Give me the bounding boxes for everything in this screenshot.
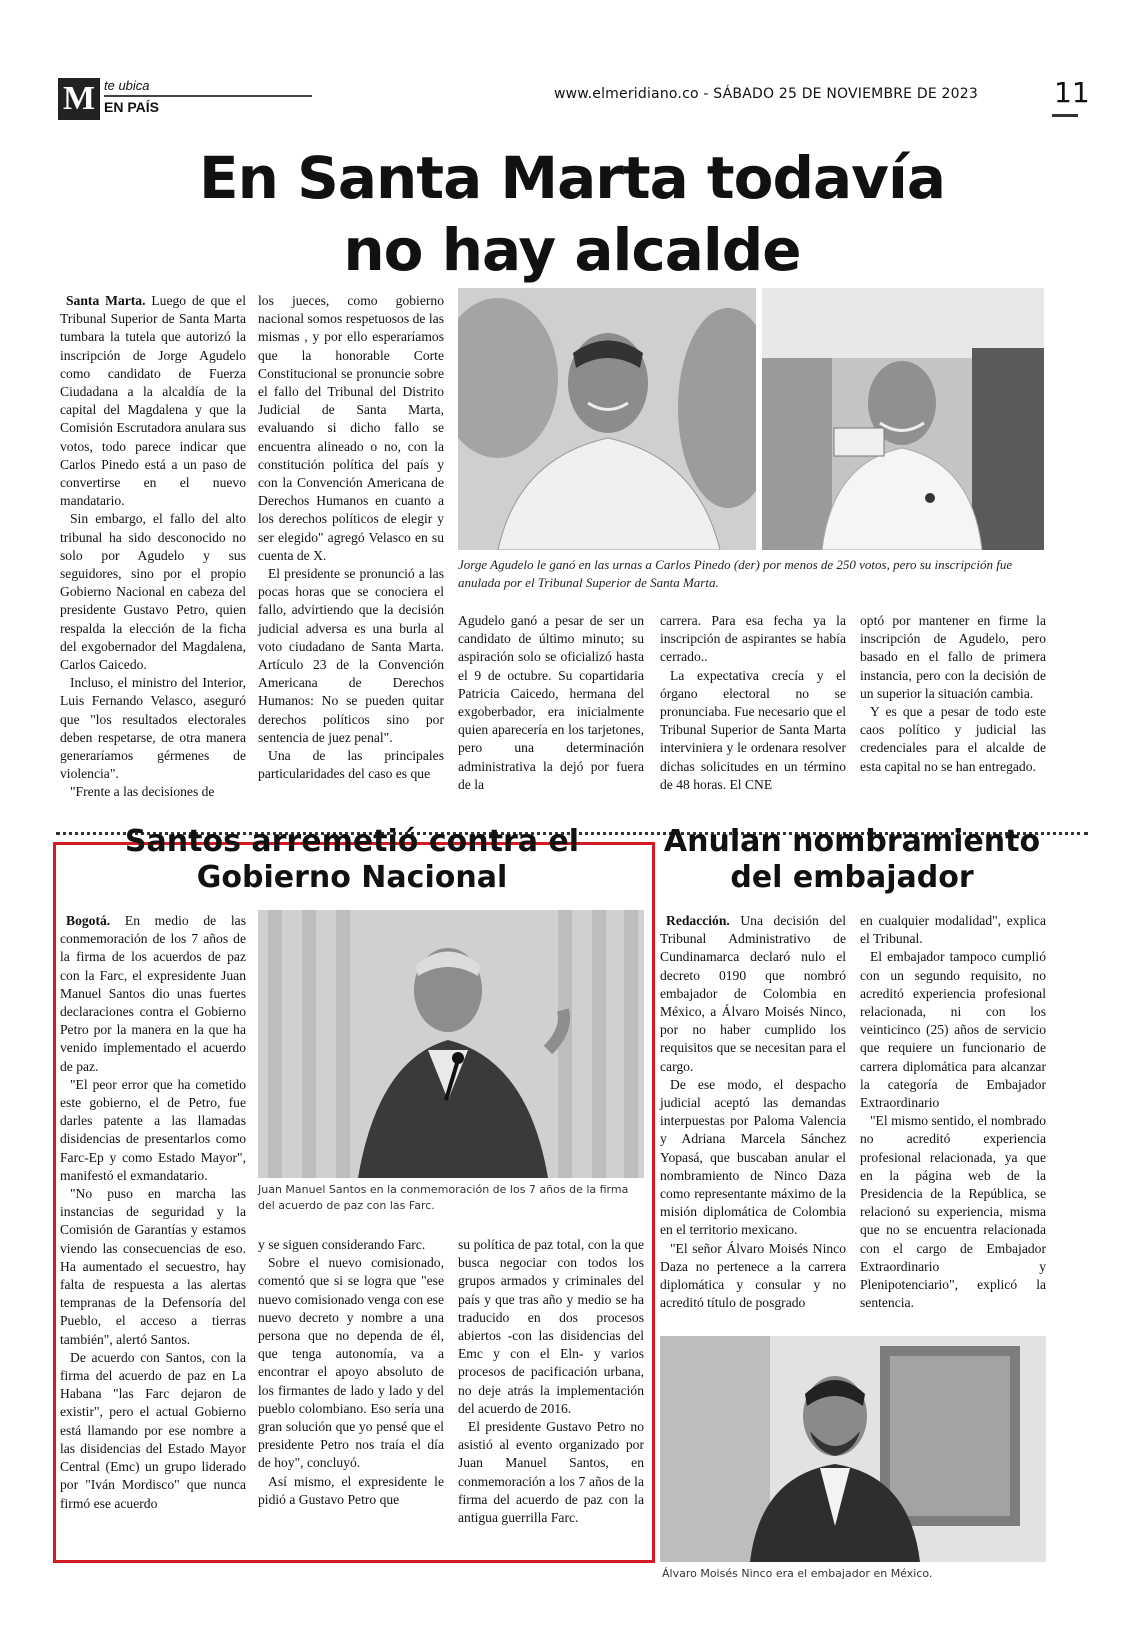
ninco-photo-caption: Álvaro Moisés Ninco era el embajador en México. <box>662 1567 933 1580</box>
dateline-lead: Redacción. <box>666 913 730 928</box>
paragraph: Agudelo ganó a pesar de ser un candidato de último minuto; su aspiración solo se oficializó hasta el 9 de octubre. Su copartidaria Patricia Caicedo, hermana del exgoberbador, era inicialmente quien aparecería en los tarjetones, pero una determinación administrativa la dejó por fuera de la <box>458 613 644 792</box>
paragraph: La expectativa crecía y el órgano electoral no se pronunciaba. Fue necesario que el Tribunal Superior de Santa Marta interviniera y le ordenara resolver dichas solicitudes en un término de 48 horas. El CNE <box>660 667 846 792</box>
dateline-lead: Bogotá. <box>66 913 111 928</box>
photo-jorge-agudelo <box>458 288 756 550</box>
photo-alvaro-ninco <box>660 1336 1046 1562</box>
main-col-5 <box>860 612 1046 776</box>
paragraph: Una de las principales particularidades del caso es que <box>258 748 444 782</box>
photo-ninco-illustration <box>660 1336 1046 1562</box>
main-headline-line2: no hay alcalde <box>343 216 801 284</box>
main-headline-line1: En Santa Marta todavía <box>199 144 945 212</box>
newspaper-logo: M <box>58 78 100 120</box>
photo-carlos-pinedo-illustration <box>762 288 1044 550</box>
embajador-col-2 <box>860 912 1046 1312</box>
header-rule <box>104 95 312 97</box>
photo-juan-manuel-santos <box>258 910 644 1178</box>
paragraph: Así mismo, el expresidente le pidió a Gustavo Petro que <box>258 1473 444 1507</box>
section-label: EN PAÍS <box>104 99 159 115</box>
paragraph: "El peor error que ha cometido este gobierno, el de Petro, fue darles patente a las llamadas disidencias de presentarlos como Farc-Ep y como Estado Mayor", manifestó el exmandatario. <box>60 1076 246 1183</box>
photo-carlos-pinedo <box>762 288 1044 550</box>
paragraph: "El señor Álvaro Moisés Ninco Daza no pertenece a la carrera diplomática y consular y no acreditó título de posgrado <box>660 1240 846 1311</box>
paragraph: De acuerdo con Santos, con la firma del acuerdo de paz en La Habana "las Farc dejaron de existir", pero el actual Gobierno está llamando por ese nombre a las disidencias del Estado Mayor Central (Emc) un grupo liderado por "Iván Mordisco" que nunca firmó ese acuerdo <box>60 1349 246 1511</box>
santos-photo-caption: Juan Manuel Santos en la conmemoración de los 7 años de la firma del acuerdo de paz con las Farc. <box>258 1183 629 1212</box>
santos-headline-line1: Santos arremetió contra el <box>124 824 580 859</box>
paragraph <box>660 912 846 1076</box>
photo-jorge-agudelo-illustration <box>458 288 756 550</box>
santos-col-3 <box>458 1236 644 1527</box>
paragraph <box>60 912 246 1076</box>
page-number-rule <box>1052 114 1078 117</box>
main-headline <box>60 142 1084 286</box>
paragraph: De ese modo, el despacho judicial aceptó las demandas interpuestas por Paloma Valencia y Adriana Marcela Sánchez Yopasá, que buscaban anular el nombramiento de Ninco Daza como representante máximo de la misión diplomática de Colombia en el territorio mexicano. <box>660 1076 846 1238</box>
paragraph: El presidente Gustavo Petro no asistió al evento organizado por Juan Manuel Santos, en conmemoración a los 7 años de la firma del acuerdo de paz con la antigua guerrilla Farc. <box>458 1419 644 1526</box>
paragraph: Sobre el nuevo comisionado, comentó que si se logra que "ese nuevo comisionado venga con ese nuevo decreto y nombre a una persona que no dependa de él, que tenga autonomía, va a encontrar el apoyo absoluto de los firmantes de lado y lado y del pueblo colombiano. Eso sería una gran solución que yo pensé que el presidente Petro nos traía el día de hoy", concluyó. <box>258 1255 444 1471</box>
paragraph <box>60 292 246 510</box>
paragraph: y se siguen considerando Farc. <box>258 1237 426 1252</box>
paragraph-text: Luego de que el Tribunal Superior de Santa Marta tumbara la tutela que autorizó la inscripción de Jorge Agudelo como candidato de Fuerza Ciudadana a la alcaldía de la capital del Magdalena y que la Comisión Escrutadora anulara sus votos, todo parece indicar que Carlos Pinedo está a un paso de convertirse en el nuevo mandatario. <box>60 293 246 509</box>
paragraph: "El mismo sentido, el nombrado no acreditó experiencia profesional relacionada, ya que en la página web de la Presidencia de la República, se relacionó su experiencia, misma que no se encuentra relacionada con el cargo de Embajador Extraordinario y Plenipotenciario", explicó la sentencia. <box>860 1113 1046 1311</box>
paragraph-text: En medio de las conmemoración de los 7 años de la firma de los acuerdos de paz con la Farc, el expresidente Juan Manuel Santos dio unas fuertes declaraciones contra el Gobierno Petro por la manera en la que ha venido implementado el acuerdo de paz. <box>60 913 246 1074</box>
main-col-3 <box>458 612 644 794</box>
santos-headline-line2: Gobierno Nacional <box>196 860 508 895</box>
main-photo-caption: Jorge Agudelo le ganó en las urnas a Carlos Pinedo (der) por menos de 250 votos, pero su inscripción fue anulada por el Tribunal Superior de Santa Marta. <box>458 557 1013 590</box>
paragraph: "Frente a las decisiones de <box>70 784 215 800</box>
santos-col-1 <box>60 912 246 1513</box>
paragraph: El presidente se pronunció a las pocas horas que se conociera el fallo, advirtiendo que la decisión judicial adversa es una burla al voto ciudadano de Santa Marta. Artículo 23 de la Convención Americana de Derechos Humanos: No se pueden quitar derechos políticos sino por sentencia de juez penal". <box>258 566 444 745</box>
tagline: te ubica <box>104 78 150 93</box>
page-number: 11 <box>1054 76 1090 109</box>
embajador-headline <box>658 824 1046 896</box>
dateline-lead: Santa Marta. <box>66 293 146 308</box>
paragraph: Y es que a pesar de todo este caos político y judicial las credenciales para el alcalde de esta capital no se han entregado. <box>860 704 1046 774</box>
paragraph: en cualquier modalidad", explica el Tribunal. <box>860 913 1046 947</box>
paragraph-text: Una decisión del Tribunal Administrativo de Cundinamarca declaró nulo el decreto 0190 que nombró embajador de Colombia en México, a Álvaro Moisés Ninco, por no haber cumplido los requisitos que se necesitan para el cargo. <box>660 913 846 1074</box>
paragraph: Sin embargo, el fallo del alto tribunal ha sido desconocido no solo por Agudelo y sus seguidores, sino por el propio Gobierno Nacional en cabeza del presidente Gustavo Petro, quien respalda la elección de la ficha del exgobernador del Magdalena, Carlos Caicedo. <box>60 511 246 673</box>
main-col-4 <box>660 612 846 794</box>
dateline: www.elmeridiano.co - SÁBADO 25 DE NOVIEMBRE DE 2023 <box>553 86 978 102</box>
paragraph: los jueces, como gobierno nacional somos respetuosos de las mismas , y por ello esperaríamos que la honorable Corte Constitucional se pronuncie sobre el fallo del Tribunal del Distrito Judicial de Santa Marta, evaluando si dicho fallo se encuentra alineado o no, con la constitución política del país y con la Convención Americana de Derechos Humanos en cuanto a los derechos políticos de elegir y ser elegido" agregó Velasco en su cuenta de X. <box>258 293 444 563</box>
santos-headline <box>60 824 644 896</box>
embajador-col-1 <box>660 912 846 1312</box>
paragraph: El embajador tampoco cumplió con un segundo requisito, no acreditó experiencia profesional relacionada, ni con los veinticinco (25) años de servicio que requiere un funcionario de carrera diplomática para alcanzar la categoría de Embajador Extraordinario <box>860 949 1046 1111</box>
photo-santos-illustration <box>258 910 644 1178</box>
embajador-headline-line2: del embajador <box>730 860 974 895</box>
paragraph: "No puso en marcha las instancias de seguridad y la Comisión de Garantías y estamos viendo las consecuencias de eso. Ha aumentado el secuestro, hay falta de respuesta a las alertas tempranas de la Defensoría del Pueblo, el acceso a tierras también", alertó Santos. <box>60 1186 246 1347</box>
main-col-2 <box>258 292 444 783</box>
main-col-1 <box>60 292 246 802</box>
paragraph: su política de paz total, con la que busca negociar con todos los grupos armados y criminales del país y que tras año y medio se ha traducido en dos procesos abiertos -con las disidencias del Emc y con el Eln- y varios procesos de pacificación urbana, no deje atrás la implementación del acuerdo de 2016. <box>458 1237 644 1416</box>
paragraph: carrera. Para esa fecha ya la inscripción de aspirantes se había cerrado.. <box>660 613 846 665</box>
paragraph: Incluso, el ministro del Interior, Luis Fernando Velasco, aseguró que "los resultados electorales deben respetarse, de otra manera generaríamos gérmenes de violencia". <box>60 675 246 782</box>
embajador-headline-line1: Anulan nombramiento <box>663 824 1041 859</box>
santos-col-2 <box>258 1236 444 1509</box>
paragraph: optó por mantener en firme la inscripción de Agudelo, pero basado en el fallo de primera instancia, pero con la decisión de un superior la situación cambia. <box>860 613 1046 701</box>
